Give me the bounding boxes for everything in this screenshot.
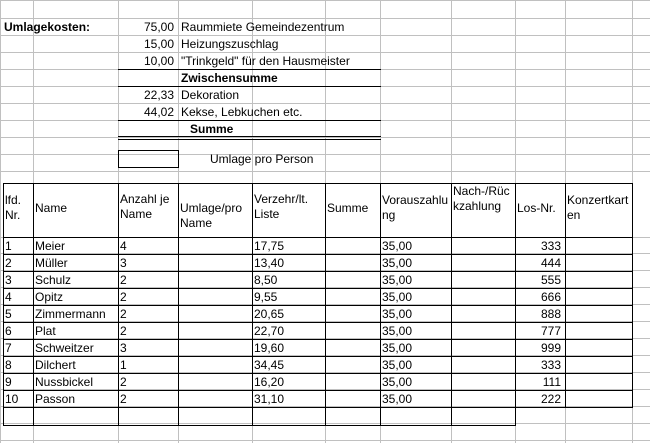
table-header-cell: Verzehr/lt. Liste bbox=[254, 192, 309, 221]
table-cell[interactable]: 7 bbox=[5, 341, 12, 355]
table-header-cell: Name bbox=[35, 201, 68, 215]
grid-row-line bbox=[0, 440, 650, 441]
table-cell[interactable]: Passon bbox=[35, 392, 76, 406]
table-cell[interactable]: 35,00 bbox=[382, 239, 413, 253]
table-cell[interactable]: 2 bbox=[120, 273, 127, 287]
table-cell[interactable]: Zimmermann bbox=[35, 307, 106, 321]
table-cell[interactable]: 35,00 bbox=[382, 324, 413, 338]
table-cell[interactable]: 5 bbox=[5, 307, 12, 321]
grid-column-line bbox=[0, 0, 1, 443]
table-cell[interactable]: 333 bbox=[540, 358, 561, 372]
cost-description: Dekoration bbox=[181, 88, 240, 102]
grid-row-line bbox=[0, 0, 650, 1]
table-cell[interactable]: 20,65 bbox=[254, 307, 285, 321]
cost-amount bbox=[118, 70, 174, 87]
table-cell[interactable]: 4 bbox=[120, 239, 127, 253]
divider bbox=[118, 136, 381, 137]
table-cell[interactable]: Plat bbox=[35, 324, 56, 338]
table-cell[interactable]: 3 bbox=[120, 341, 127, 355]
table-column-border bbox=[3, 407, 4, 426]
cost-total-label: Summe bbox=[190, 122, 234, 136]
table-column-border bbox=[515, 407, 516, 426]
table-header-cell: Nach-/Rückzahlung bbox=[453, 184, 510, 213]
table-cell[interactable]: 333 bbox=[540, 239, 561, 253]
table-cell[interactable]: 3 bbox=[5, 273, 12, 287]
table-column-border bbox=[325, 183, 326, 408]
table-cell[interactable]: 2 bbox=[120, 392, 127, 406]
table-cell[interactable]: 2 bbox=[120, 307, 127, 321]
table-cell[interactable]: 35,00 bbox=[382, 341, 413, 355]
table-column-border bbox=[33, 407, 34, 426]
table-cell[interactable]: 9 bbox=[5, 375, 12, 389]
table-cell[interactable]: 8,50 bbox=[254, 273, 278, 287]
table-header-cell: Los-Nr. bbox=[517, 201, 556, 215]
per-person-cell[interactable] bbox=[118, 150, 179, 168]
cost-amount: 75,00 bbox=[143, 20, 174, 34]
table-cell[interactable]: 2 bbox=[5, 256, 12, 270]
table-cell[interactable]: Schweitzer bbox=[35, 341, 94, 355]
table-cell[interactable]: Schulz bbox=[35, 273, 72, 287]
table-cell[interactable]: 19,60 bbox=[254, 341, 285, 355]
table-cell[interactable]: 35,00 bbox=[382, 358, 413, 372]
divider bbox=[118, 69, 381, 70]
table-header-cell: Konzertkarten bbox=[567, 193, 629, 222]
table-cell[interactable]: 35,00 bbox=[382, 375, 413, 389]
per-person-label: Umlage pro Person bbox=[210, 152, 314, 166]
table-cell[interactable]: 222 bbox=[540, 392, 561, 406]
table-cell[interactable]: 10 bbox=[5, 392, 19, 406]
table-cell[interactable]: 666 bbox=[540, 290, 561, 304]
grid-row-line bbox=[0, 154, 650, 155]
cost-description: "Trinkgeld" für den Hausmeister bbox=[181, 54, 350, 68]
table-column-border bbox=[565, 183, 566, 408]
cost-amount: 15,00 bbox=[143, 37, 174, 51]
table-header-cell: Vorauszahlung bbox=[382, 193, 449, 222]
divider bbox=[118, 86, 381, 87]
cost-description: Kekse, Lebkuchen etc. bbox=[181, 105, 303, 119]
cost-description: Raummiete Gemeindezentrum bbox=[181, 20, 345, 34]
cost-subtotal-label: Zwischensumme bbox=[181, 71, 278, 85]
grid-row-line bbox=[0, 171, 650, 172]
table-header-cell: Anzahl je Name bbox=[120, 192, 170, 221]
table-cell[interactable]: 35,00 bbox=[382, 290, 413, 304]
table-cell[interactable]: 2 bbox=[120, 290, 127, 304]
table-cell[interactable]: 35,00 bbox=[382, 307, 413, 321]
table-column-border bbox=[380, 407, 381, 426]
table-cell[interactable]: 8 bbox=[5, 358, 12, 372]
table-cell[interactable]: 35,00 bbox=[382, 256, 413, 270]
table-cell[interactable]: Meier bbox=[35, 239, 66, 253]
table-column-border bbox=[451, 183, 452, 408]
table-column-border bbox=[380, 183, 381, 408]
table-cell[interactable]: 111 bbox=[542, 375, 561, 389]
table-column-border bbox=[33, 183, 34, 408]
table-cell[interactable]: 6 bbox=[5, 324, 12, 338]
table-cell[interactable]: 777 bbox=[540, 324, 561, 338]
table-cell[interactable]: 1 bbox=[120, 358, 127, 372]
table-column-border bbox=[252, 183, 253, 408]
table-cell[interactable]: 31,10 bbox=[254, 392, 285, 406]
table-column-border bbox=[252, 407, 253, 426]
table-cell[interactable]: Opitz bbox=[35, 290, 64, 304]
costs-label: Umlagekosten: bbox=[4, 20, 91, 34]
table-cell[interactable]: 34,45 bbox=[254, 358, 285, 372]
table-cell[interactable]: 22,70 bbox=[254, 324, 285, 338]
table-column-border bbox=[632, 183, 633, 408]
table-border-top bbox=[3, 183, 633, 184]
table-cell[interactable]: 4 bbox=[5, 290, 12, 304]
divider bbox=[118, 120, 381, 121]
table-column-border bbox=[178, 407, 179, 426]
table-cell[interactable]: 888 bbox=[540, 307, 561, 321]
table-cell[interactable]: 35,00 bbox=[382, 273, 413, 287]
table-cell[interactable]: 444 bbox=[540, 256, 561, 270]
cost-amount: 10,00 bbox=[143, 54, 174, 68]
table-header-cell: lfd. Nr. bbox=[5, 193, 22, 222]
table-header-cell: Summe bbox=[327, 201, 369, 215]
cost-description: Heizungszuschlag bbox=[181, 37, 279, 51]
table-extra-border bbox=[3, 425, 516, 426]
cost-amount: 44,02 bbox=[143, 105, 174, 119]
table-cell[interactable]: 13,40 bbox=[254, 256, 285, 270]
table-cell[interactable]: 3 bbox=[120, 256, 127, 270]
table-cell[interactable]: 999 bbox=[540, 341, 561, 355]
divider bbox=[118, 139, 381, 140]
table-cell[interactable]: 35,00 bbox=[382, 392, 413, 406]
table-header-cell: Umlage/pro Name bbox=[180, 201, 243, 230]
table-column-border bbox=[3, 183, 4, 408]
table-column-border bbox=[451, 407, 452, 426]
table-cell[interactable]: 2 bbox=[120, 375, 127, 389]
grid-row-line bbox=[0, 137, 650, 138]
table-cell[interactable]: 17,75 bbox=[254, 239, 285, 253]
table-cell[interactable]: Dilchert bbox=[35, 358, 76, 372]
table-column-border bbox=[178, 183, 179, 408]
table-cell[interactable]: 16,20 bbox=[254, 375, 285, 389]
grid-row-line bbox=[0, 103, 650, 104]
table-cell[interactable]: Nussbickel bbox=[35, 375, 94, 389]
table-column-border bbox=[118, 183, 119, 408]
table-cell[interactable]: Müller bbox=[35, 256, 68, 270]
cost-amount: 22,33 bbox=[143, 88, 174, 102]
table-column-border bbox=[118, 407, 119, 426]
table-column-border bbox=[515, 183, 516, 408]
table-cell[interactable]: 555 bbox=[540, 273, 561, 287]
table-cell[interactable]: 1 bbox=[5, 239, 12, 253]
table-cell[interactable]: 2 bbox=[120, 324, 127, 338]
table-cell[interactable]: 9,55 bbox=[254, 290, 278, 304]
table-column-border bbox=[325, 407, 326, 426]
